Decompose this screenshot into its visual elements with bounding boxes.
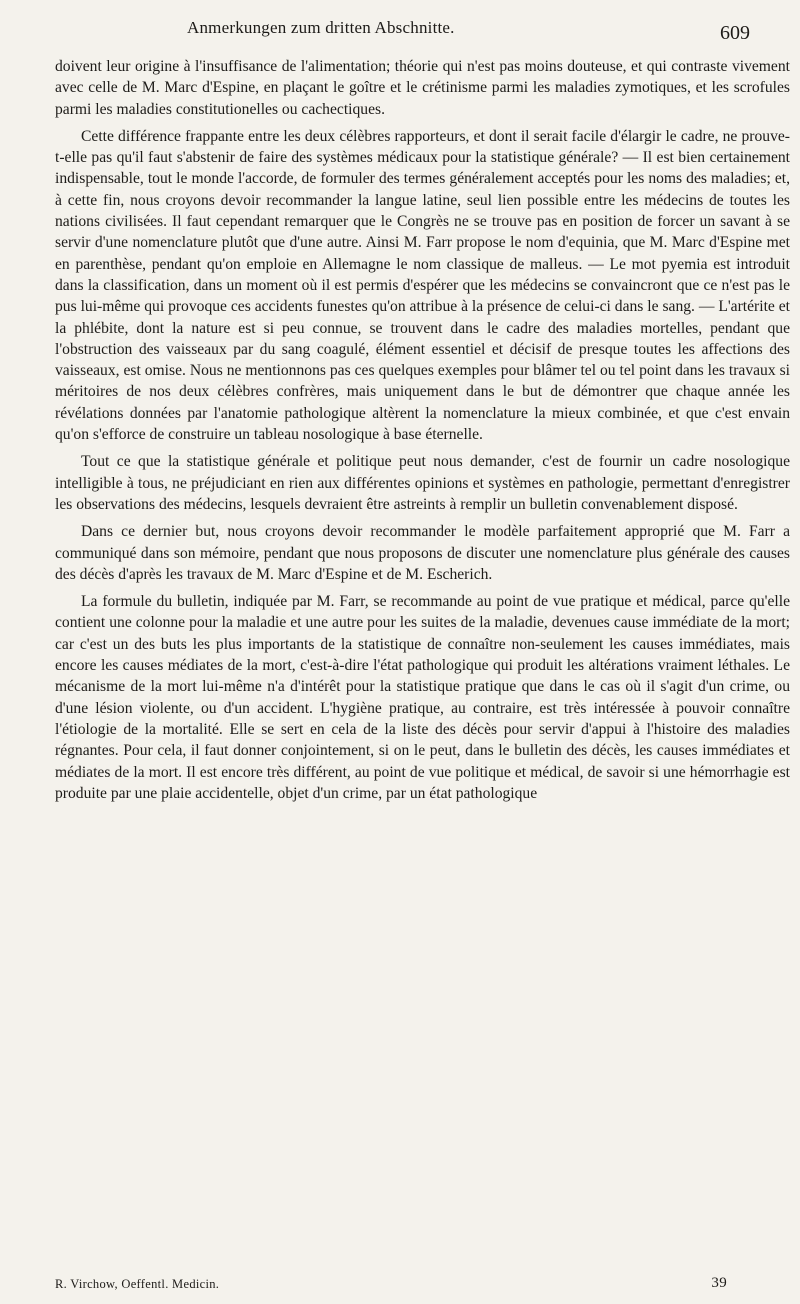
paragraph-3: Tout ce que la statistique générale et politique peut nous demander, c'est de fournir un cadre nosologique intelligible à tous, ne préjudiciant en rien aux différentes opinions et systèmes en pathologie, permettant d'enregistrer les observations des médecins, lesquels devraient être astreints à remplir un bulletin convenablement disposé. [55, 453, 790, 513]
body-text [55, 56, 790, 804]
paragraph-1: doivent leur origine à l'insuffisance de l'alimentation; théorie qui n'est pas moins douteuse, et qui contraste vivement avec celle de M. Marc d'Espine, en plaçant le goître et le crétinisme parmi les maladies zymotiques, et les scrofules parmi les maladies constitutionelles ou cachectiques. [55, 58, 790, 118]
document-page [55, 12, 790, 810]
running-head: Anmerkungen zum dritten Abschnitte. [187, 18, 455, 37]
paragraph-2: Cette différence frappante entre les deux célèbres rapporteurs, et dont il serait facile d'élargir le cadre, ne prouve-t-elle pas qu'il faut s'abstenir de faire des systèmes médicaux pour la statistique générale? — Il est bien certainement indispensable, tout le monde l'accorde, de formuler des termes généralement acceptés pour les noms des maladies; et, à cette fin, nous croyons devoir recommander la langue latine, seul lien possible entre les médecins de toutes les nations civilisées. Il faut cependant remarquer que le Congrès ne se trouve pas en position de forcer un savant à se servir d'une nomenclature plutôt que d'une autre. Ainsi M. Farr propose le nom d'equinia, que M. Marc d'Espine met en parenthèse, pendant qu'on emploie en Allemagne le nom classique de malleus. — Le mot pyemia est introduit dans la classification, dans un moment où il est permis d'espérer que les médecins se convaincront que ce n'est pas le pus lui-même qui provoque ces accidents funestes qu'on attribue à la présence de celui-ci dans le sang. — L'artérite et la phlébite, dont la nature est si peu connue, se trouvent dans le cadre des maladies mortelles, pendant que l'obstruction des vaisseaux par du sang coagulé, élément essentiel et décisif de presque toutes les affections des vaisseaux, est omise. Nous ne mentionnons pas ces quelques exemples pour blâmer tel ou tel point dans les travaux si méritoires de nos deux célèbres confrères, mais uniquement dans le but de démontrer que chaque année les révélations données par l'anatomie pathologique altèrent la nomenclature la mieux combinée, et que c'est envain qu'on s'efforce de construire un tableau nosologique à base éternelle. [55, 127, 790, 444]
printer-signature: R. Virchow, Oeffentl. Medicin. [55, 1277, 220, 1291]
signature-folio: 39 [711, 1275, 727, 1291]
page-number: 609 [720, 22, 750, 44]
paragraph-4: Dans ce dernier but, nous croyons devoir recommander le modèle parfaitement approprié que M. Farr a communiqué dans son mémoire, pendant que nous proposons de discuter une nomenclature plus générale des causes des décès d'après les travaux de M. Marc d'Espine et de M. Escherich. [55, 523, 790, 583]
page-header [55, 12, 790, 56]
paragraph-5: La formule du bulletin, indiquée par M. Farr, se recommande au point de vue pratique et médical, parce qu'elle contient une colonne pour la maladie et une autre pour les suites de la maladie, devenues cause immédiate de la mort; car c'est un des buts les plus importants de la statistique de connaître non-seulement les causes immédiates, mais encore les causes médiates de la mort, c'est-à-dire l'état pathologique qui produit les altérations vraiment léthales. Le mécanisme de la mort lui-même n'a d'intérêt pour la statistique pratique que dans le cas où il s'agit d'un crime, ou d'une lésion violente, ou d'un accident. L'hygiène pratique, au contraire, est très intéressée à pouvoir connaître l'étiologie de la mortalité. Elle se sert en cela de la liste des décès pour servir d'appui à l'histoire des maladies régnantes. Pour cela, il faut donner conjointement, si on le peut, dans le bulletin des décès, les causes immédiates et médiates de la mort. Il est encore très différent, au point de vue politique et médical, de savoir si une hémorrhagie est produite par une plaie accidentelle, objet d'un crime, par un état pathologique [55, 593, 790, 802]
